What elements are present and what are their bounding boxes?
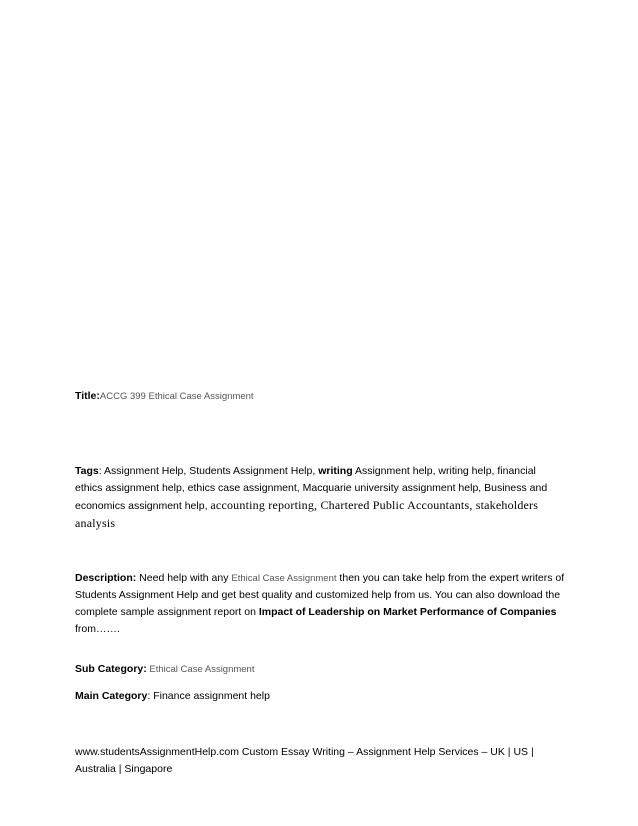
description-label: Description: <box>75 572 137 584</box>
description-bold-topic: Impact of Leadership on Market Performance of Companies <box>258 606 557 618</box>
tags-serif-text: accounting reporting, Chartered Public Accountants, stakeholders analysis <box>75 498 539 530</box>
tags-bold-word: writing <box>318 465 353 477</box>
footer-text <box>75 744 565 778</box>
sub-category-label: Sub Category: <box>75 663 147 675</box>
sub-category-value: Ethical Case Assignment <box>146 664 255 675</box>
description-link[interactable]: Ethical Case Assignment <box>231 573 337 584</box>
description-text-2: then you can take help from the expert writers of Students Assignment Help and get best quality and customized help from us. You can also download the complete sample assignment report on <box>75 572 565 618</box>
description-text-1: Need help with any <box>136 572 232 584</box>
main-category-value: : Finance assignment help <box>147 690 270 702</box>
main-category-line <box>75 688 565 705</box>
sub-category-line <box>75 661 565 678</box>
main-category-label: Main Category <box>75 690 148 702</box>
tags-text-2: Assignment help, writing help, financial ethics assignment help, ethics case assignment, Macquarie university assignment help, Business and economics assignment help, <box>75 465 548 512</box>
tags-separator: : <box>98 465 104 477</box>
description-text-3: from……. <box>75 623 120 635</box>
title-value: ACCG 399 Ethical Case Assignment <box>99 391 254 402</box>
tags-label: Tags <box>75 465 99 477</box>
title-label: Title: <box>75 390 100 402</box>
title-line <box>75 388 565 405</box>
description-paragraph <box>75 570 565 638</box>
footer-line: www.studentsAssignmentHelp.com Custom Essay Writing – Assignment Help Services – UK | US | Australia | Singapore <box>75 746 534 775</box>
tags-text-1: Assignment Help, Students Assignment Help, <box>104 465 319 477</box>
tags-paragraph <box>75 463 565 533</box>
